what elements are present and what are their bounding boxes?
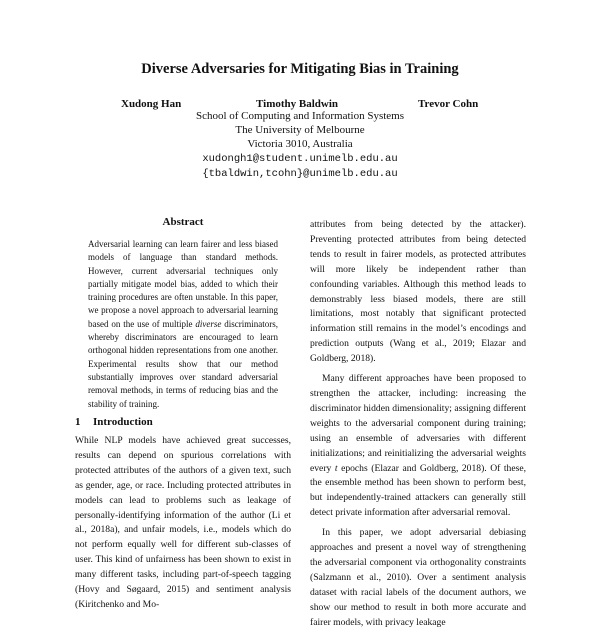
abstract-text-part: Adversarial learning can learn fairer and less biased models of language than standard methods. However, current adversarial techniques only partially mitigate model bias, added to which their training procedures are often unstable. In this paper, we propose a novel approach to adversarial learning based on the use of multiple [88,239,278,329]
affiliation-line: The University of Melbourne [235,124,365,136]
body-text-part: epochs (Elazar and Goldberg, 2018). Of these, the ensemble method has been shown to perform best, but independently-trained attackers can generally still detect private information after adversarial removal. [310,462,526,519]
abstract-heading: Abstract [162,216,204,228]
affiliation-line: Victoria 3010, Australia [247,138,353,150]
body-paragraph [310,372,526,521]
math-variable: t [334,462,338,474]
paper-title: Diverse Adversaries for Mitigating Bias in Training [141,61,459,77]
abstract-text-part: discriminators, whereby discriminators are encouraged to learn orthogonal hidden representations from one another. Experimental results show that our method substantially improves over standard adversarial removal methods, in terms of reducing bias and the stability of training. [88,318,278,409]
body-column-right [310,218,526,630]
author-name: Xudong Han [121,98,182,110]
body-paragraph: In this paper, we adopt adversarial debiasing approaches and present a novel way of strengthening the adversarial component via orthogonality constraints (Salzmann et al., 2010). Over a sentiment analysis dataset with racial labels of the document authors, we show our method to result in both more accurate and fairer models, with privacy leakage [310,527,526,628]
author-email: {tbaldwin,tcohn}@unimelb.edu.au [202,168,398,180]
abstract-emphasis: diverse [195,318,222,329]
author-name: Timothy Baldwin [256,98,339,110]
author-name: Trevor Cohn [418,98,479,110]
body-paragraph: While NLP models have achieved great successes, results can depend on spurious correlations with protected attributes of the authors of a given text, such as gender, age, or race. Including protected attributes in models can lead to problems such as leakage of personally-identifying information of the author (Li et al., 2018a), and unfair models, i.e., models which do not perform equally well for different sub-classes of user. This kind of unfairness has been shown to exist in many different tasks, including part-of-speech tagging (Hovy and Søgaard, 2015) and sentiment analysis (Kiritchenko and Mo- [75,435,291,610]
section-title: Introduction [93,416,153,428]
section-number: 1 [75,416,81,428]
body-paragraph: attributes from being detected by the attacker). Preventing protected attributes from being detected tends to result in fairer models, as protected attributes will more likely be independent rather than confounding variables. Although this method leads to demonstrably less biased models, there are still limitations, most notably that significant protected information still remains in the model’s encodings and prediction outputs (Wang et al., 2019; Elazar and Goldberg, 2018). [310,219,526,365]
body-text-part: Many different approaches have been proposed to strengthen the attacker, including: increasing the discriminator hidden dimensionality; assigning different weights to the adversarial component during training; using an ensemble of adversaries with different initializations; and reinitializing the adversarial weights every [310,373,526,474]
affiliation-line: School of Computing and Information Systems [195,110,405,122]
section-heading [75,416,153,428]
abstract-text [88,238,278,411]
body-column-left [75,434,291,613]
author-email: xudongh1@student.unimelb.edu.au [202,153,398,165]
